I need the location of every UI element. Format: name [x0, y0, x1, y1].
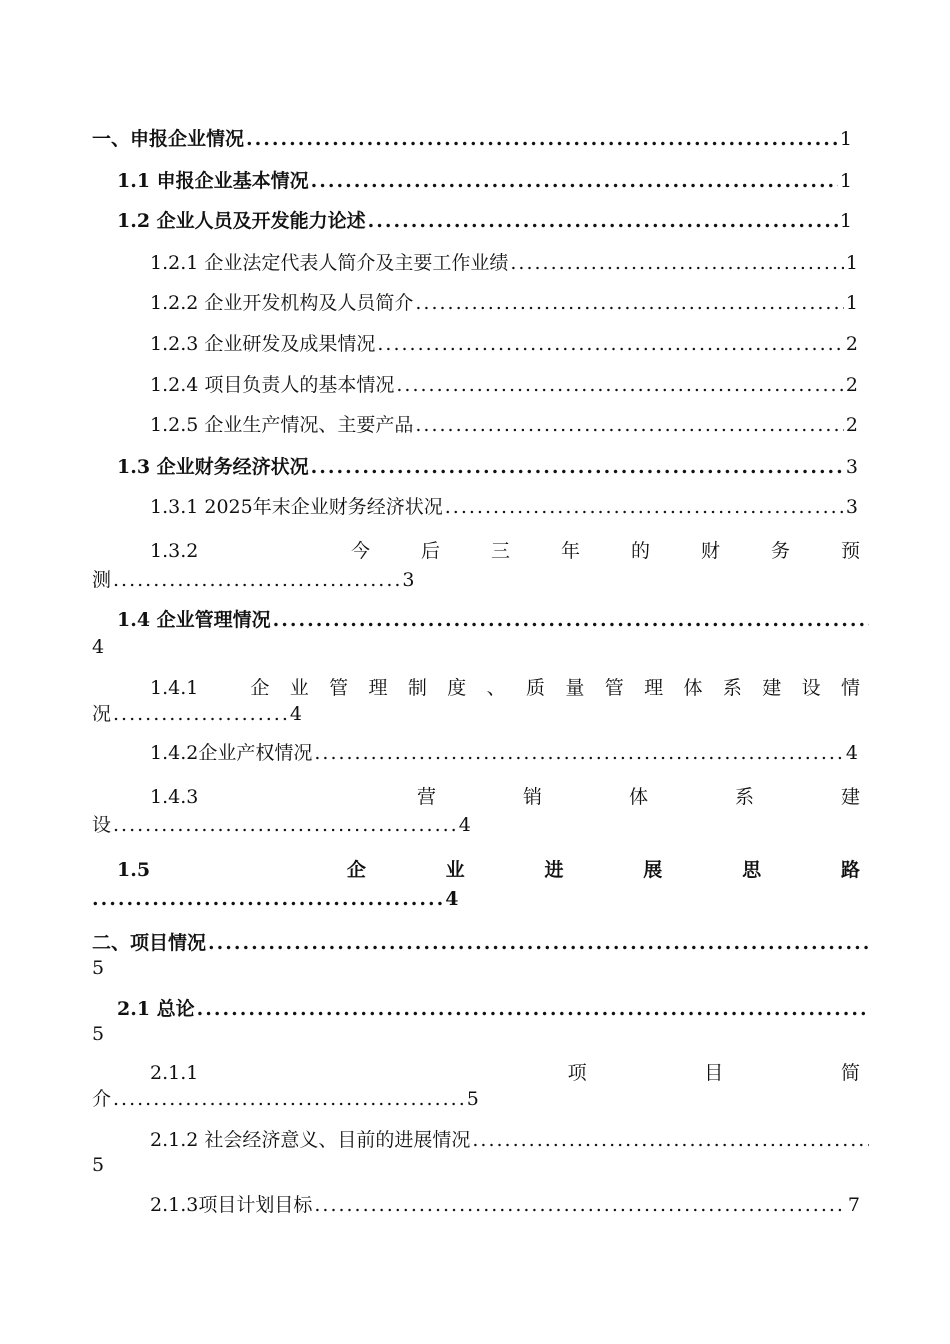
- toc-entry-1-4-1-cont: 况......................4: [92, 703, 304, 725]
- toc-entry-1-4-3-cont: 设...........................................4: [92, 814, 473, 836]
- toc-entry-word: 务: [770, 540, 790, 562]
- toc-entry-title: 1.2.2 企业开发机构及人员简介: [150, 292, 414, 314]
- toc-leader-dots: [311, 454, 844, 480]
- toc-entry-number: 1.5: [117, 859, 151, 881]
- toc-leader-dots: [472, 1127, 869, 1153]
- toc-leader-dots: [208, 930, 869, 956]
- toc-entry-number: 1.4.3: [150, 786, 199, 808]
- toc-entry-word: 三: [490, 540, 510, 562]
- toc-entry-1-3[interactable]: [117, 454, 858, 480]
- toc-page-number: 4: [92, 636, 105, 658]
- toc-entry-word: 预: [840, 540, 860, 562]
- toc-entry-1-4[interactable]: [117, 607, 869, 633]
- toc-entry-1-4-1[interactable]: [150, 675, 860, 701]
- toc-page-number: 5: [92, 1023, 105, 1045]
- toc-entry-2-1-2[interactable]: [150, 1127, 869, 1153]
- toc-entry-2-1-1-cont: 介............................................5: [92, 1088, 481, 1110]
- toc-entry-1-4-3[interactable]: [150, 784, 860, 810]
- toc-page-number: 1: [845, 292, 858, 314]
- toc-entry-1-2-1[interactable]: [150, 250, 858, 276]
- toc-entry-1-2-2[interactable]: [150, 290, 858, 316]
- toc-leader-dots: [273, 607, 869, 633]
- toc-entry-number: 2.1.1: [150, 1062, 199, 1084]
- toc-entry-word: 体: [628, 786, 648, 808]
- toc-page-number: 5: [92, 1154, 105, 1176]
- toc-page-number: 1: [839, 128, 852, 150]
- toc-entry-word: 业: [445, 859, 465, 881]
- toc-entry-number: 1.3.2: [150, 540, 199, 562]
- toc-entry-word: 量: [565, 677, 585, 699]
- toc-entry-title: 1.2.5 企业生产情况、主要产品: [150, 414, 414, 436]
- toc-leader-dots: [510, 250, 844, 276]
- toc-entry-1-2-3[interactable]: [150, 331, 858, 357]
- toc-page-number: 2: [845, 333, 858, 355]
- toc-entry-1-2-4[interactable]: [150, 372, 858, 398]
- toc-entry-word: 简: [840, 1062, 860, 1084]
- toc-entry-word: 项: [567, 1062, 587, 1084]
- toc-page-number: 2: [845, 414, 858, 436]
- toc-entry-word: 企: [346, 859, 366, 881]
- toc-leader-dots: [246, 126, 838, 152]
- toc-page-number: 1: [839, 210, 852, 232]
- toc-entry-title: 1.4 企业管理情况: [117, 609, 271, 631]
- toc-entry-word: 系: [722, 677, 742, 699]
- toc-entry-1-3-1[interactable]: [150, 494, 858, 520]
- toc-entry-2-1[interactable]: [117, 996, 869, 1022]
- toc-entry-1-1[interactable]: [117, 168, 852, 194]
- toc-entry-title: 2.1 总论: [117, 998, 195, 1020]
- toc-entry-title: 2.1.2 社会经济意义、目前的进展情况: [150, 1129, 471, 1151]
- toc-entry-word: 理: [644, 677, 664, 699]
- toc-entry-word: 企: [250, 677, 270, 699]
- toc-entry-title: 1.2.4 项目负责人的基本情况: [150, 374, 395, 396]
- toc-entry-1-3-2[interactable]: [150, 538, 860, 564]
- toc-entry-word: 理: [368, 677, 388, 699]
- toc-entry-title: 1.2.1 企业法定代表人简介及主要工作业绩: [150, 252, 509, 274]
- toc-leader-dots: [311, 168, 838, 194]
- toc-page-number: 3: [845, 496, 858, 518]
- toc-leader-dots: [396, 372, 844, 398]
- toc-entry-word: 体: [683, 677, 703, 699]
- toc-entry-1[interactable]: [92, 126, 852, 152]
- toc-entry-number: 1.4.1: [150, 677, 199, 699]
- toc-leader-dots: [377, 331, 844, 357]
- toc-entry-word: 管: [604, 677, 624, 699]
- toc-entry-word: 系: [734, 786, 754, 808]
- toc-page-number: 7: [847, 1194, 860, 1216]
- toc-entry-word: 营: [416, 786, 436, 808]
- toc-leader-dots: [314, 740, 844, 766]
- toc-entry-title: 1.3.1 2025年末企业财务经济状况: [150, 496, 443, 518]
- toc-entry-title: 2.1.3项目计划目标: [150, 1194, 313, 1216]
- toc-entry-1-2[interactable]: [117, 208, 852, 234]
- toc-entry-1-2-5[interactable]: [150, 412, 858, 438]
- toc-entry-word: 的: [630, 540, 650, 562]
- toc-leader-dots: [415, 290, 844, 316]
- toc-entry-word: 建: [840, 786, 860, 808]
- toc-entry-word: 财: [700, 540, 720, 562]
- toc-leader-dots: [368, 208, 838, 234]
- toc-leader-dots: [415, 412, 844, 438]
- toc-entry-title: 一、申报企业情况: [92, 128, 245, 150]
- toc-entry-title: 1.2 企业人员及开发能力论述: [117, 210, 366, 232]
- toc-entry-word: 思: [742, 859, 762, 881]
- toc-entry-word: 目: [704, 1062, 724, 1084]
- toc-entry-title: 1.2.3 企业研发及成果情况: [150, 333, 376, 355]
- toc-entry-word: 进: [544, 859, 564, 881]
- toc-entry-word: 后: [420, 540, 440, 562]
- toc-entry-word: 度: [447, 677, 467, 699]
- toc-entry-word: 管: [329, 677, 349, 699]
- toc-entry-word: 业: [289, 677, 309, 699]
- toc-page-number: 4: [845, 742, 858, 764]
- toc-entry-word: 设: [801, 677, 821, 699]
- toc-entry-word: 销: [522, 786, 542, 808]
- toc-entry-2[interactable]: [92, 930, 869, 956]
- toc-leader-dots: [314, 1192, 846, 1218]
- toc-entry-word: 年: [560, 540, 580, 562]
- toc-entry-title: 1.4.2企业产权情况: [150, 742, 313, 764]
- toc-entry-1-5-cont: .........................................4: [92, 888, 461, 910]
- toc-page-number: 2: [845, 374, 858, 396]
- toc-entry-2-1-3[interactable]: [150, 1192, 860, 1218]
- toc-entry-word: 制: [407, 677, 427, 699]
- toc-entry-1-5[interactable]: [117, 857, 860, 883]
- toc-entry-title: 1.1 申报企业基本情况: [117, 170, 309, 192]
- toc-entry-word: 今: [350, 540, 370, 562]
- toc-entry-word: 建: [762, 677, 782, 699]
- toc-entry-title: 1.3 企业财务经济状况: [117, 456, 309, 478]
- toc-entry-word: 、: [486, 677, 506, 699]
- toc-entry-1-4-2[interactable]: [150, 740, 858, 766]
- toc-entry-word: 展: [643, 859, 663, 881]
- toc-entry-word: 质: [525, 677, 545, 699]
- toc-entry-2-1-1[interactable]: [150, 1060, 860, 1086]
- toc-entry-1-3-2-cont: 测....................................3: [92, 569, 417, 591]
- toc-entry-word: 情: [840, 677, 860, 699]
- toc-page-number: 3: [845, 456, 858, 478]
- toc-entry-title: 二、项目情况: [92, 932, 207, 954]
- toc-leader-dots: [197, 996, 869, 1022]
- toc-leader-dots: [445, 494, 844, 520]
- toc-page-number: 1: [839, 170, 852, 192]
- toc-page-number: 1: [845, 252, 858, 274]
- toc-entry-word: 路: [840, 859, 860, 881]
- toc-page-number: 5: [92, 957, 105, 979]
